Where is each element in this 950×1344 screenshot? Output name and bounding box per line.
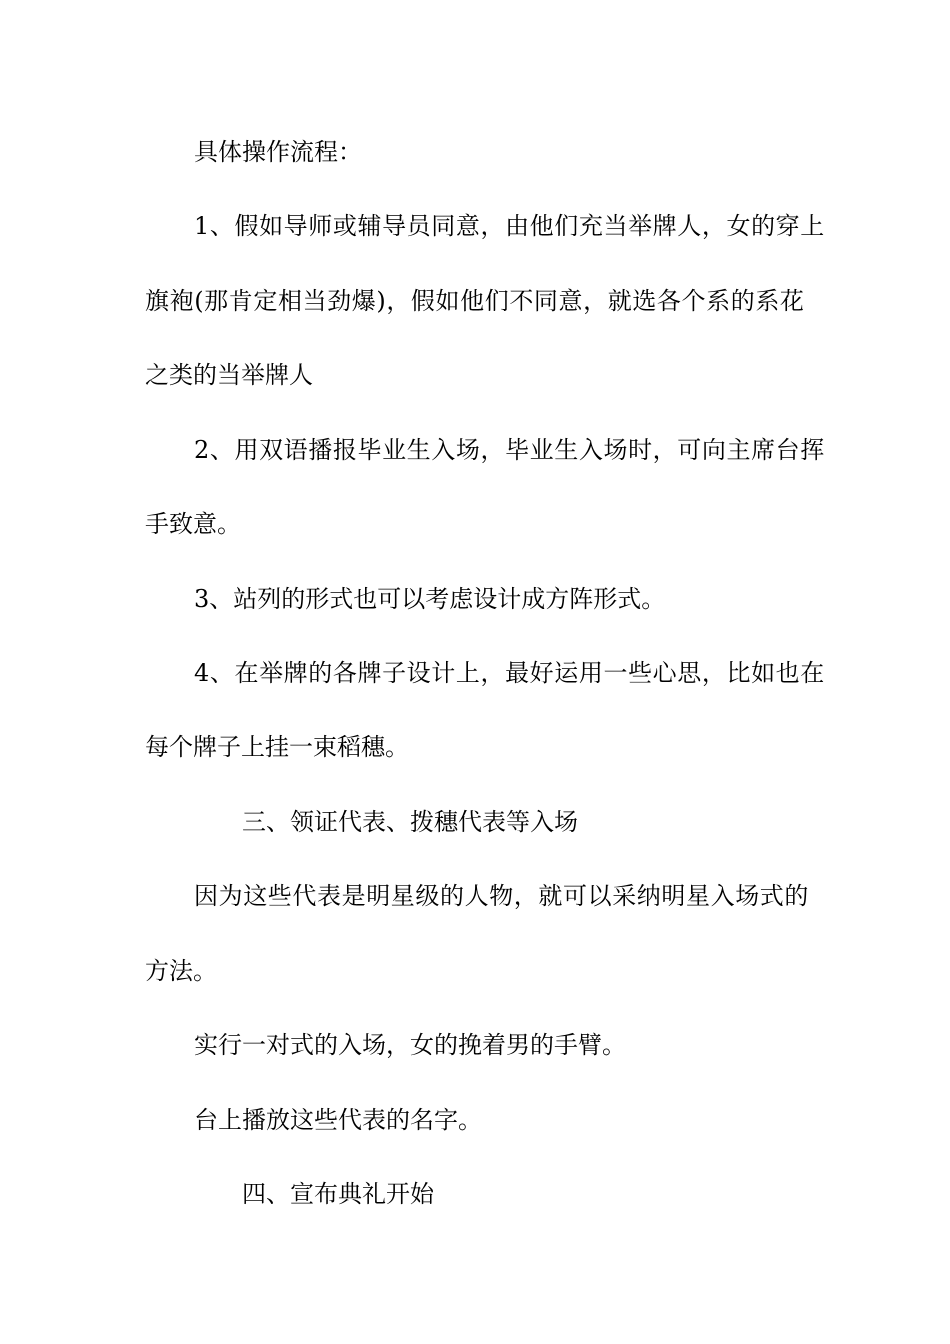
item1-line2: 旗袍(那肯定相当劲爆)，假如他们不同意，就选各个系的系花 (145, 287, 805, 315)
section3-para1-line1: 因为这些代表是明星级的人物，就可以采纳明星入场式的 (194, 882, 809, 910)
item4-line2: 每个牌子上挂一束稻穗。 (145, 733, 409, 761)
section3-para1-line2: 方法。 (145, 957, 217, 985)
item1-line3: 之类的当举牌人 (145, 361, 313, 389)
item2-line2: 手致意。 (145, 510, 241, 538)
item1-line1: 1、假如导师或辅导员同意，由他们充当举牌人，女的穿上 (194, 212, 825, 240)
item4-line1: 4、在举牌的各牌子设计上，最好运用一些心思，比如也在 (194, 659, 825, 687)
item3-line1: 3、站列的形式也可以考虑设计成方阵形式。 (194, 585, 666, 613)
section3-heading: 三、领证代表、拨穗代表等入场 (242, 808, 578, 836)
section3-para2: 实行一对式的入场，女的挽着男的手臂。 (194, 1031, 626, 1059)
intro-line: 具体操作流程： (194, 138, 362, 166)
section4-heading: 四、宣布典礼开始 (242, 1180, 434, 1208)
section3-para3: 台上播放这些代表的名字。 (194, 1106, 482, 1134)
item2-line1: 2、用双语播报毕业生入场，毕业生入场时，可向主席台挥 (194, 436, 825, 464)
